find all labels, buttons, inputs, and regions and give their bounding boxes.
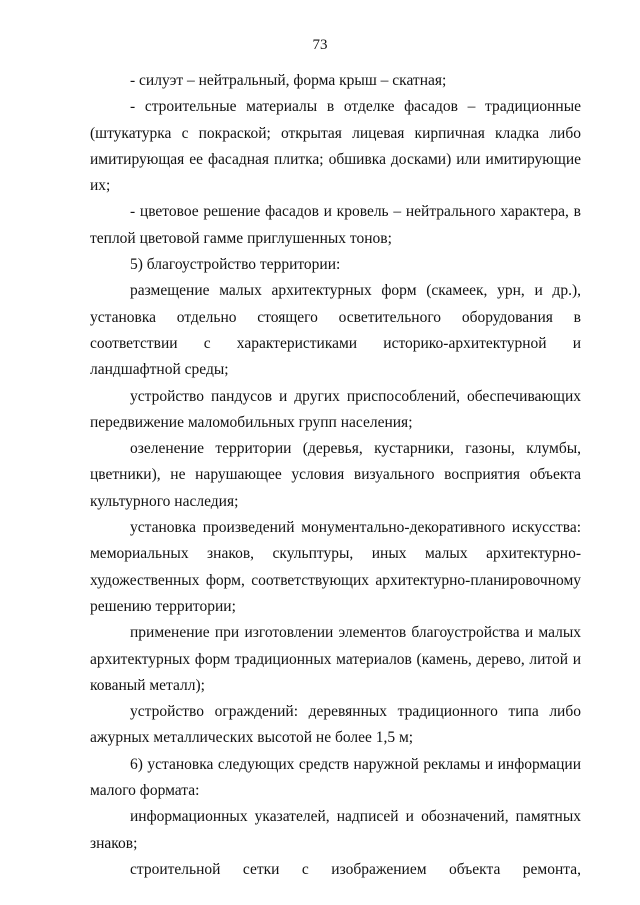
document-body xyxy=(90,68,581,883)
paragraph-color-scheme: - цветовое решение фасадов и кровель – нейтрального характера, в теплой цветовой гамме приглушенных тонов; xyxy=(90,203,581,247)
paragraph-greening: озеленение территории (деревья, кустарники, газоны, клумбы, цветники), не нарушающее условия визуального восприятия объекта культурного наследия; xyxy=(90,440,581,510)
paragraph-construction-mesh: строительной сетки с изображением объекта ремонта, xyxy=(130,860,581,878)
paragraph-small-forms: размещение малых архитектурных форм (скамеек, урн, и др.), установка отдельно стоящего осветительного оборудования в соответствии с характеристиками историко-архитектурной и ландшафтной среды; xyxy=(90,282,581,379)
paragraph-traditional-materials: применение при изготовлении элементов благоустройства и малых архитектурных форм традиционных материалов (камень, дерево, литой и кованый металл); xyxy=(90,624,581,694)
paragraph-ramps: устройство пандусов и других приспособлений, обеспечивающих передвижение маломобильных групп населения; xyxy=(90,387,581,431)
paragraph-landscaping-heading: 5) благоустройство территории: xyxy=(130,256,341,274)
paragraph-fences: устройство ограждений: деревянных традиционного типа либо ажурных металлических высотой не более 1,5 м; xyxy=(90,703,581,747)
paragraph-silhouette: - силуэт – нейтральный, форма крыш – скатная; xyxy=(130,72,447,89)
paragraph-info-signs: информационных указателей, надписей и обозначений, памятных знаков; xyxy=(90,808,581,852)
paragraph-advertising-heading: 6) установка следующих средств наружной рекламы и информации малого формата: xyxy=(90,755,581,800)
page-number: 73 xyxy=(312,37,328,53)
paragraph-monumental-art: установка произведений монументально-декоративного искусства: мемориальных знаков, скульптуры, иных малых архитектурно-художественных форм, соответствующих архитектурно-планировочному решению территории; xyxy=(90,519,581,615)
paragraph-facade-materials: - строительные материалы в отделке фасадов – традиционные (штукатурка с покраской; открытая лицевая кирпичная кладка либо имитирующая ее фасадная плитка; обшивка досками) или имитирующие их; xyxy=(90,98,581,195)
